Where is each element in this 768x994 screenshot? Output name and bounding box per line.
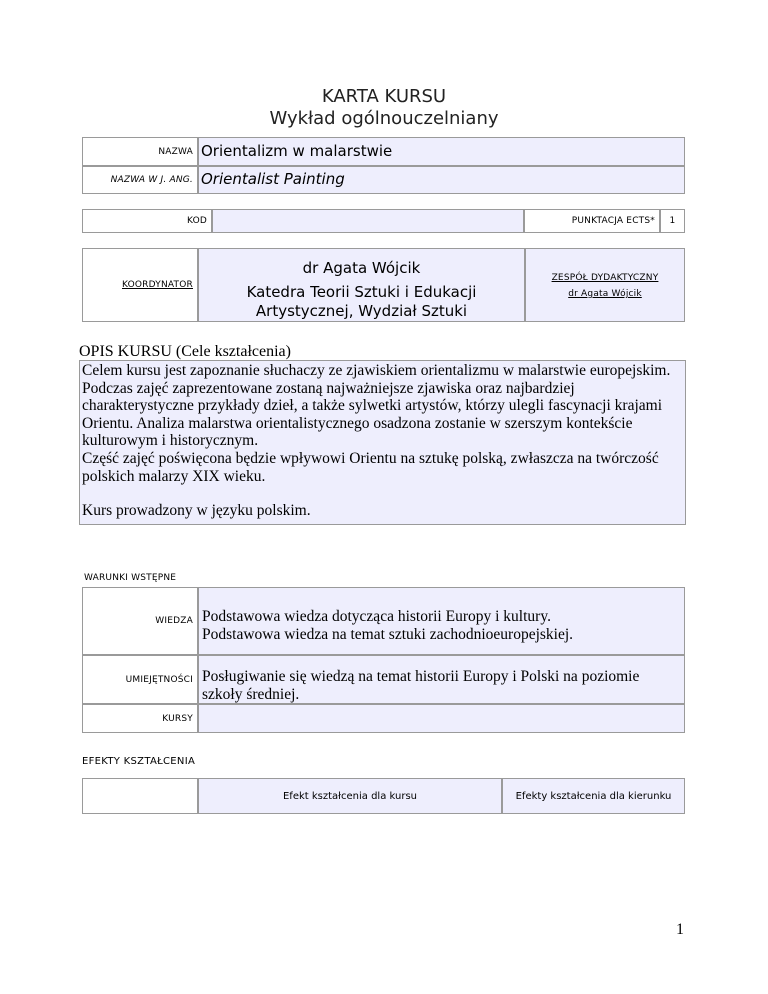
page-number: 1: [676, 921, 684, 938]
description-line: Celem kursu jest zapoznanie słuchaczy ze zjawiskiem orientalizmu w malarstwie europejskim.: [82, 362, 671, 379]
name-en-label: NAZWA W J. ANG.: [82, 166, 198, 194]
description-line: Podczas zajęć zaprezentowane zostaną najważniejsze zjawiska oraz najbardziej: [82, 379, 575, 397]
coordinator-name: dr Agata Wójcik: [302, 259, 421, 277]
coordinator-unit-line1: Katedra Teorii Sztuki i Edukacji: [246, 283, 477, 301]
outcomes-col-field: Efekty kształcenia dla kierunku: [502, 778, 685, 814]
kod-value: [212, 209, 524, 233]
ects-label: PUNKTACJA ECTS*: [524, 209, 660, 233]
coordinator-cell: [198, 248, 525, 322]
course-name-en-value: Orientalist Painting: [198, 166, 685, 194]
wiedza-label: WIEDZA: [82, 587, 198, 655]
kod-label: KOD: [82, 209, 212, 233]
kursy-label: KURSY: [82, 704, 198, 733]
team-label: ZESPÓŁ DYDAKTYCZNY: [551, 273, 659, 283]
outcomes-header-empty: [82, 778, 198, 814]
prerequisites-heading: WARUNKI WSTĘPNE: [84, 573, 177, 583]
outcomes-heading: EFEKTY KSZTAŁCENIA: [82, 756, 196, 767]
team-member: dr Agata Wójcik: [568, 289, 642, 299]
name-label: NAZWA: [82, 137, 198, 166]
umiejetnosci-line: szkoły średniej.: [202, 686, 300, 703]
coordinator-label: KOORDYNATOR: [122, 280, 193, 290]
description-line: Orientu. Analiza malarstwa orientalistycznego osadzona zostanie w szerszym kontekście: [82, 414, 633, 432]
umiejetnosci-cell: [198, 655, 685, 704]
team-cell: [525, 248, 685, 322]
umiejetnosci-label: UMIEJĘTNOŚCI: [82, 655, 198, 704]
description-line: polskich malarzy XIX wieku.: [82, 467, 266, 485]
page-title: KARTA KURSU: [321, 86, 447, 107]
course-name-value: Orientalizm w malarstwie: [198, 137, 685, 166]
description-line: charakterystyczne przykłady dzieł, a także sylwetki artystów, którzy ulegli fascynacji krajami: [82, 397, 663, 415]
page-subtitle: Wykład ogólnouczelniany: [269, 108, 499, 129]
wiedza-line: Podstawowa wiedza dotycząca historii Europy i kultury.: [202, 608, 551, 625]
outcomes-col-course: Efekt kształcenia dla kursu: [198, 778, 502, 814]
description-heading: OPIS KURSU (Cele kształcenia): [79, 343, 291, 360]
coordinator-unit-line2: Artystycznej, Wydział Sztuki: [255, 302, 468, 320]
description-line: kulturowym i historycznym.: [82, 432, 259, 450]
kursy-value: [198, 704, 685, 733]
description-line: Część zajęć poświęcona będzie wpływowi Orientu na sztukę polską, zwłaszcza na twórczość: [82, 449, 659, 467]
description-box: [79, 360, 686, 525]
umiejetnosci-line: Posługiwanie się wiedzą na temat historii Europy i Polski na poziomie: [202, 668, 640, 685]
wiedza-cell: [198, 587, 685, 655]
coordinator-label-cell: [82, 248, 198, 322]
language-note: Kurs prowadzony w języku polskim.: [82, 502, 311, 520]
wiedza-line: Podstawowa wiedza na temat sztuki zachodnioeuropejskiej.: [202, 626, 574, 643]
ects-value: 1: [660, 209, 685, 233]
